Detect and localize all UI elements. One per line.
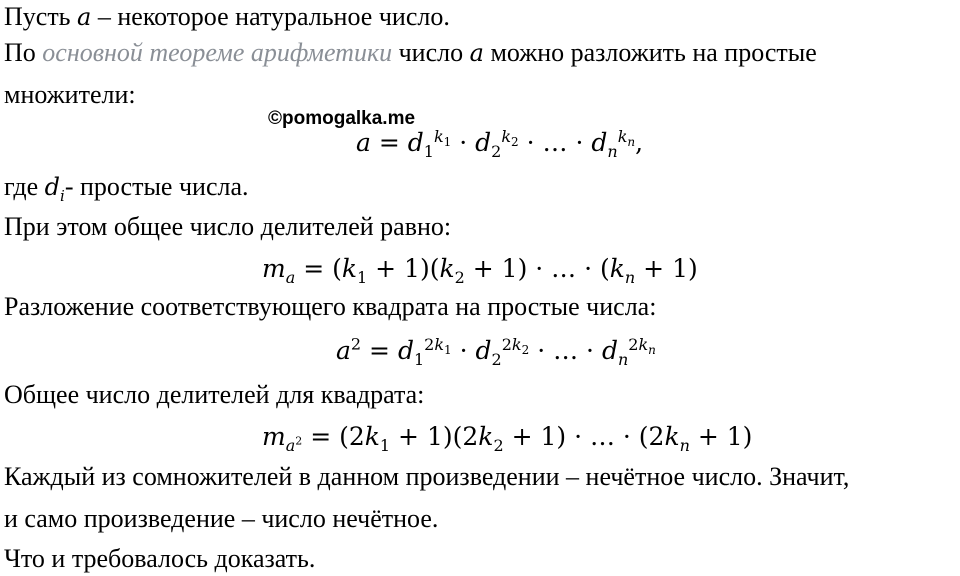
text-qed: Что и требовалось доказать. [4, 544, 316, 573]
text-divisor-count: При этом общее число делителей равно: [4, 212, 452, 241]
line-odd-factors [4, 462, 849, 492]
text-odd-factors: Каждый из сомножителей в данном произведении – нечётное число. Значит, [4, 462, 850, 491]
line-odd-product [4, 504, 438, 534]
text-square-decomposition: Разложение соответствующего квадрата на простые числа: [4, 292, 657, 321]
formula-square: $a^2 = d_1^{2k_1} \cdot d_2^{2k_2}$ · … · $d_n^{2k_n}$ [336, 334, 656, 369]
text-natural-number: – некоторое натуральное число. [97, 2, 450, 31]
text-chislo: число [398, 38, 464, 67]
text-factorize: можно разложить на простые [490, 38, 817, 67]
formula-divisors: $m_a = (k_1 + 1)(k_2 + 1)$ · … · $(k_n + 1)$ [262, 254, 698, 287]
watermark: ©pomogalka.me [268, 108, 416, 129]
theorem-link[interactable]: основной теореме арифметики [42, 38, 393, 67]
text-multipliers: множители: [4, 80, 136, 109]
text-pust: Пусть [4, 2, 71, 31]
text-po: По [4, 38, 36, 67]
formula-square-divisors: $m_{a^2} = (2k_1 + 1)(2k_2 + 1)$ · … · $(2k_n + 1)$ [262, 422, 753, 455]
line-divisor-count [4, 212, 451, 242]
formula-factorization: $a = d_1^{k_1} \cdot d_2^{k_2}$ · … · $d_n^{k_n}$, [356, 126, 644, 161]
line-multipliers [4, 80, 136, 110]
line-theorem [4, 38, 817, 68]
var-a-2: a [469, 39, 484, 67]
var-di: $d_i$ [44, 173, 65, 205]
line-where [4, 172, 249, 211]
text-square-divisors: Общее число делителей для квадрата: [4, 380, 425, 409]
line-qed [4, 544, 315, 574]
text-primes: - простые числа. [64, 172, 249, 201]
var-a: a [77, 3, 92, 31]
line-square-decomposition [4, 292, 656, 322]
text-gde: где [4, 172, 39, 201]
line-square-divisors [4, 380, 424, 410]
text-odd-product: и само произведение – число нечётное. [4, 504, 439, 533]
line-intro [4, 2, 450, 32]
